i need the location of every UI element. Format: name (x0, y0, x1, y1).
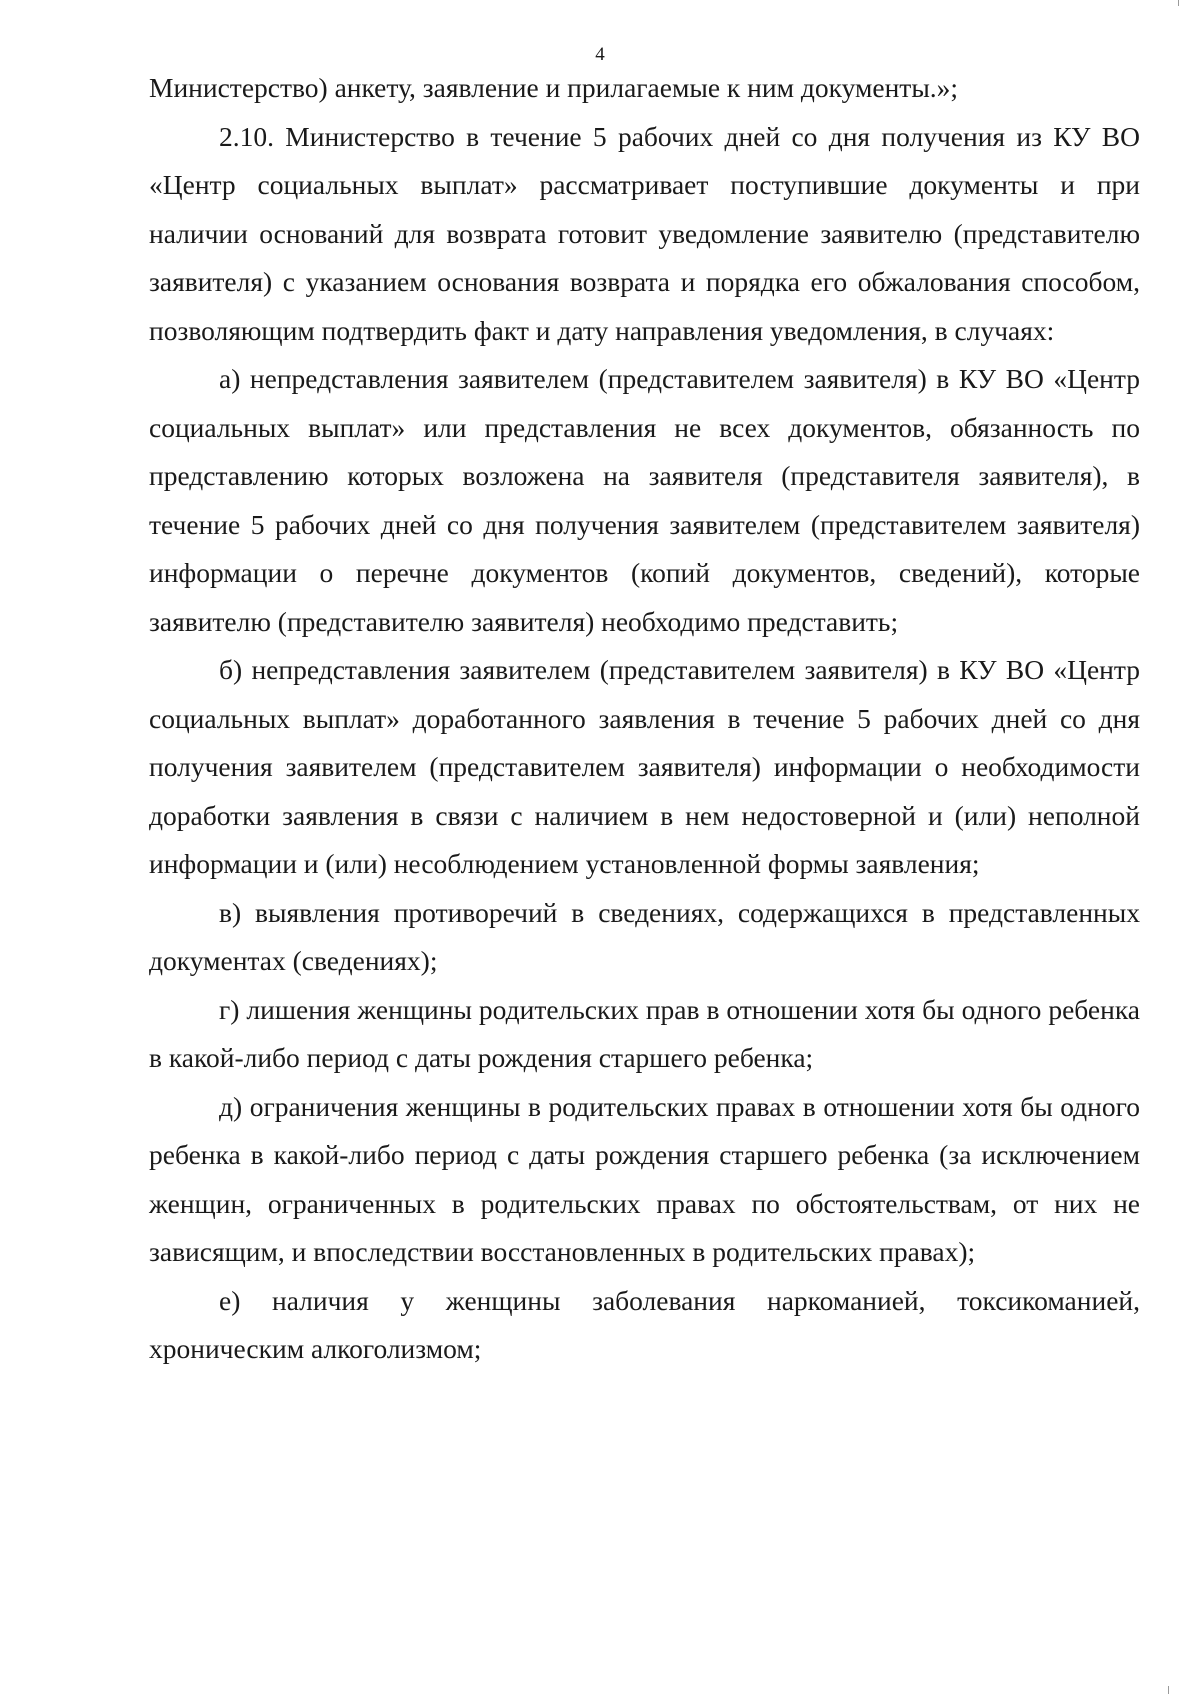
document-body (149, 64, 1140, 1374)
list-item-e: е) наличия у женщины заболевания наркоманией, токсикоманией, хроническим алкоголизмом; (149, 1284, 1140, 1364)
list-item-g: г) лишения женщины родительских прав в отношении хотя бы одного ребенка в какой-либо период с даты рождения старшего ребенка; (149, 993, 1140, 1073)
list-item-b: б) непредставления заявителем (представителем заявителя) в КУ ВО «Центр социальных выплат» доработанного заявления в течение 5 рабочих дней со дня получения заявителем (представителем заявителя) информации о необходимости доработки заявления в связи с наличием в нем недостоверной и (или) неполной информации и (или) несоблюдением установленной формы заявления; (149, 654, 1140, 879)
scan-edge-mark (1178, 0, 1179, 6)
list-item-d: д) ограничения женщины в родительских правах в отношении хотя бы одного ребенка в какой-либо период с даты рождения старшего ребенка (за исключением женщин, ограниченных в родительских правах по обстоятельствам, от них не зависящим, и впоследствии восстановленных в родительских правах); (149, 1090, 1140, 1267)
list-item-a: а) непредставления заявителем (представителем заявителя) в КУ ВО «Центр социальных выплат» или представления не всех документов, обязанность по представлению которых возложена на заявителя (представителя заявителя), в течение 5 рабочих дней со дня получения заявителем (представителем заявителя) информации о перечне документов (копий документов, сведений), которые заявителю (представителю заявителя) необходимо представить; (149, 363, 1140, 637)
page-number: 4 (595, 44, 605, 65)
paragraph-continuation: Министерство) анкету, заявление и прилагаемые к ним документы.»; (149, 72, 959, 103)
paragraph-2-10: 2.10. Министерство в течение 5 рабочих дней со дня получения из КУ ВО «Центр социальных выплат» рассматривает поступившие документы и при наличии оснований для возврата готовит уведомление заявителю (представителю заявителя) с указанием основания возврата и порядка его обжалования способом, позволяющим подтвердить факт и дату направления уведомления, в случаях: (149, 120, 1140, 346)
scan-edge-mark (1168, 1686, 1169, 1694)
list-item-v: в) выявления противоречий в сведениях, содержащихся в представленных документах (сведениях); (149, 896, 1140, 976)
